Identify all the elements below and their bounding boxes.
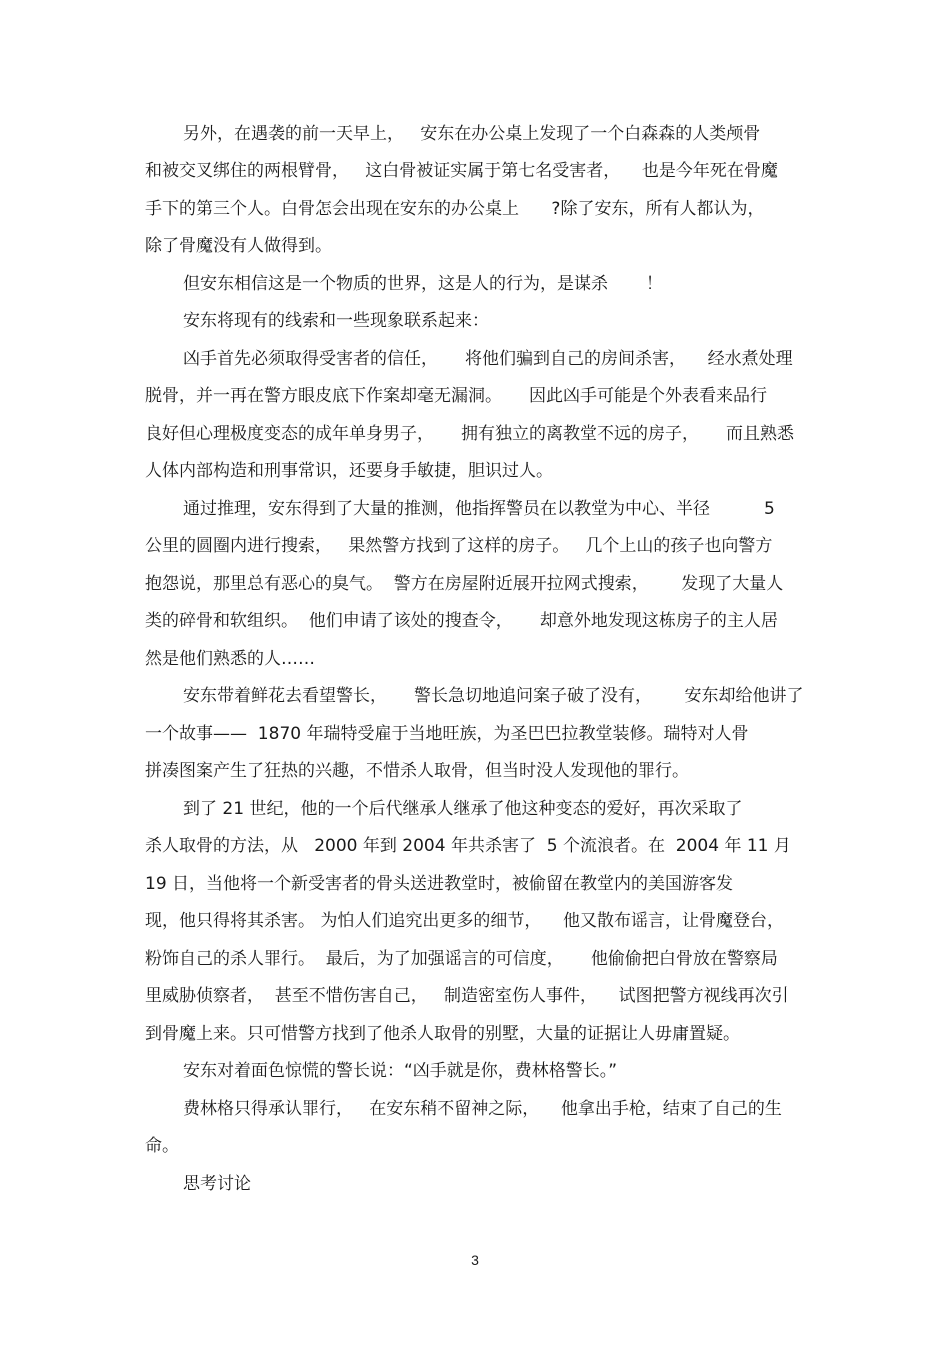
text-line: 公里的圆圈内进行搜索， 果然警方找到了这样的房子。 几个上山的孩子也向警方 <box>145 536 773 556</box>
text-line: 费林格只得承认罪行， 在安东稍不留神之际， 他拿出手枪，结束了自己的生 <box>183 1099 782 1119</box>
text-line: 19 日，当他将一个新受害者的骨头送进教堂时，被偷留在教堂内的美国游客发 <box>145 874 734 894</box>
text-line: 另外，在遇袭的前一天早上， 安东在办公桌上发现了一个白森森的人类颅骨 <box>183 124 761 144</box>
text-line: 手下的第三个人。白骨怎会出现在安东的办公桌上 ?除了安东，所有人都认为， <box>145 199 765 219</box>
text-line: 类的碎骨和软组织。 他们申请了该处的搜查令， 却意外地发现这栋房子的主人居 <box>145 611 778 631</box>
page-number: 3 <box>471 1252 479 1268</box>
text-line: 凶手首先必须取得受害者的信任， 将他们骗到自己的房间杀害， 经水煮处理 <box>183 349 793 369</box>
text-line: 脱骨，并一再在警方眼皮底下作案却毫无漏洞。 因此凶手可能是个外表看来品行 <box>145 386 768 406</box>
section-heading: 思考讨论 <box>183 1174 251 1194</box>
text-line: 良好但心理极度变态的成年单身男子， 拥有独立的离教堂不远的房子， 而且熟悉 <box>145 424 795 444</box>
text-line: 里威胁侦察者， 甚至不惜伤害自己， 制造密室伤人事件， 试图把警方视线再次引 <box>145 986 789 1006</box>
text-line: 杀人取骨的方法，从 2000 年到 2004 年共杀害了 5 个流浪者。在 2004 年 11 月 <box>145 836 791 856</box>
text-line: 通过推理，安东得到了大量的推测，他指挥警员在以教堂为中心、半径 5 <box>183 499 775 519</box>
text-line: 命。 <box>145 1136 179 1156</box>
text-line: 但安东相信这是一个物质的世界，这是人的行为，是谋杀 ！ <box>183 274 663 294</box>
text-line: 抱怨说，那里总有恶心的臭气。 警方在房屋附近展开拉网式搜索， 发现了大量人 <box>145 574 784 594</box>
text-line: 安东带着鲜花去看望警长， 警长急切地追问案子破了没有， 安东却给他讲了 <box>183 686 804 706</box>
text-line: 安东对着面色惊慌的警长说：“凶手就是你，费林格警长。” <box>183 1061 618 1081</box>
text-line: 除了骨魔没有人做得到。 <box>145 236 332 256</box>
text-line: 安东将现有的线索和一些现象联系起来： <box>183 311 489 331</box>
text-line: 然是他们熟悉的人…… <box>145 649 315 669</box>
text-line: 和被交叉绑住的两根臂骨， 这白骨被证实属于第七名受害者， 也是今年死在骨魔 <box>145 161 778 181</box>
text-line: 拼凑图案产生了狂热的兴趣，不惜杀人取骨，但当时没人发现他的罪行。 <box>145 761 689 781</box>
text-line: 一个故事—— 1870 年瑞特受雇于当地旺族，为圣巴巴拉教堂装修。瑞特对人骨 <box>145 724 749 744</box>
text-line: 到了 21 世纪，他的一个后代继承人继承了他这种变态的爱好，再次采取了 <box>183 799 743 819</box>
text-line: 人体内部构造和刑事常识，还要身手敏捷，胆识过人。 <box>145 461 553 481</box>
text-line: 粉饰自己的杀人罪行。 最后，为了加强谣言的可信度， 他偷偷把白骨放在警察局 <box>145 949 778 969</box>
text-line: 到骨魔上来。只可惜警方找到了他杀人取骨的别墅，大量的证据让人毋庸置疑。 <box>145 1024 740 1044</box>
text-line: 现，他只得将其杀害。 为怕人们追究出更多的细节， 他又散布谣言，让骨魔登台， <box>145 911 785 931</box>
